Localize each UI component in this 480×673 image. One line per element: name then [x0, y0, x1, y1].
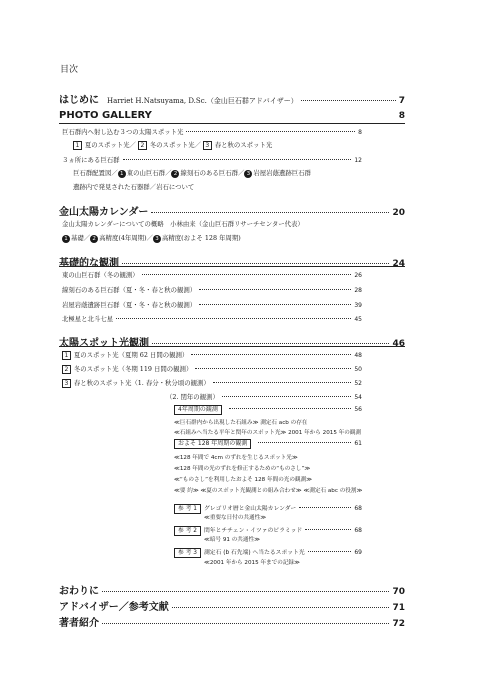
intro-label: はじめに — [59, 95, 99, 106]
toc-calendar-e1: 金山太陽カレンダーについての概略 小林由来（金山巨石群リサーチセンター代表） — [62, 220, 304, 228]
toc-calendar[interactable]: 金山太陽カレンダー 20 — [59, 207, 405, 218]
intro-page: 7 — [398, 96, 405, 106]
toc-basic-item[interactable]: 線刻石のある巨石群（夏・冬・春と秋の観測） 28 — [62, 286, 362, 294]
gallery-label: PHOTO GALLERY — [59, 110, 152, 121]
number-box: 1 — [73, 141, 82, 150]
toc-ref[interactable]: 参 考 2 閏年とチチェン・イツァのピラミッド 68 — [174, 525, 362, 536]
section-box: 4年周期の観測 — [174, 405, 222, 415]
number-box: 1 — [62, 351, 71, 360]
toc-spot-item[interactable]: 2 冬のスポット光（冬期 119 日間の観測） 50 — [62, 364, 362, 374]
number-box: 3 — [62, 379, 71, 388]
toc-spot-item[interactable]: 3 春と秋のスポット光（1. 春分・秋分頃の観測） 52 — [62, 378, 362, 388]
toc-advisors[interactable]: アドバイザー／参考文献 71 — [59, 602, 405, 613]
toc-calendar-e1-sub: 1 基礎／ 2 高精度(4年周期)／ 3 高精度(およそ 128 年周期) — [62, 233, 241, 243]
number-circle: 1 — [62, 235, 70, 243]
note-line: ≪巨石群内から出現した石組み≫ 測定石 acb の存在 — [174, 420, 308, 426]
number-circle: 3 — [244, 170, 252, 178]
toc-authors[interactable]: 著者紹介 72 — [59, 618, 405, 629]
section-rule — [59, 266, 405, 267]
toc-outro[interactable]: おわりに 70 — [59, 586, 405, 597]
toc-gallery-e1[interactable]: 巨石群内へ射し込む３つの太陽スポット光 8 — [62, 128, 362, 136]
toc-gallery[interactable] — [59, 110, 405, 121]
leader-dots — [301, 100, 396, 101]
section-rule — [59, 346, 405, 347]
note-line: ≪重要な日付の共通性≫ — [204, 515, 267, 521]
note-line: ≪暗号 91 の共通性≫ — [204, 537, 260, 543]
toc-gallery-e2[interactable]: ３ヵ所にある巨石群 12 — [62, 156, 362, 164]
number-box: 3 — [203, 141, 212, 150]
number-circle: 1 — [118, 170, 126, 178]
toc-spot-leap[interactable]: （2. 閏年の観測） 54 — [166, 393, 362, 401]
note-line: ≪“ものさし”を利用したおよそ 128 年間の光の観測≫ — [174, 477, 313, 483]
reference-tag: 参 考 2 — [174, 526, 201, 536]
gallery-page: 8 — [398, 111, 405, 121]
toc-basic-item[interactable]: 岩屋岩蔭遺跡巨石群（夏・冬・春と秋の観測） 39 — [62, 301, 362, 309]
note-line: ≪要 約≫ ≪夏のスポット光観測との組み合わせ≫ ≪測定石 abc の役割≫ — [174, 488, 363, 494]
toc-ref[interactable]: 参 考 1 グレゴリオ暦と金山太陽カレンダー 68 — [174, 503, 362, 514]
number-box: 2 — [138, 141, 147, 150]
section-box: およそ 128 年周期の観測 — [174, 439, 251, 449]
toc-spot-cycle128[interactable]: およそ 128 年周期の観測 61 — [174, 439, 362, 449]
reference-tag: 参 考 3 — [174, 548, 201, 558]
toc-spot-cycle4[interactable]: 4年周期の観測 56 — [174, 405, 362, 415]
toc-ref[interactable]: 参 考 3 測定石 (b 石先端) へ当たるスポット光 69 — [174, 547, 362, 558]
page-title: 目次 — [60, 65, 79, 75]
number-box: 2 — [62, 365, 71, 374]
toc-basic[interactable]: 基礎的な観測 24 — [59, 258, 405, 269]
number-circle: 3 — [153, 235, 161, 243]
intro-author: Harriet H.Natsuyama, D.Sc.（金山巨石群アドバイザー） — [107, 97, 298, 105]
note-line: ≪128 年間の光のずれを修正するための“ものさし”≫ — [174, 466, 311, 472]
toc-spot[interactable]: 太陽スポット光観測 46 — [59, 338, 405, 349]
reference-tag: 参 考 1 — [174, 504, 201, 514]
number-circle: 2 — [90, 235, 98, 243]
section-rule — [59, 123, 405, 124]
toc-basic-item[interactable]: 北極星と北斗七星 45 — [62, 315, 362, 323]
toc-gallery-e1-sub: 1 夏のスポット光／ 2 冬のスポット光／ 3 春と秋のスポット光 — [73, 140, 272, 150]
note-line: ≪128 年間で 4cm のずれを生じるスポット光≫ — [174, 455, 298, 461]
toc-intro[interactable] — [59, 91, 405, 106]
number-circle: 2 — [171, 170, 179, 178]
toc-basic-item[interactable]: 東の山巨石群（冬の観測） 26 — [62, 271, 362, 279]
toc-gallery-e2-sub1: 巨石群配置図／ 1 東の山巨石群／ 2 線刻石のある巨石群／ 3 岩屋岩蔭遺跡巨石群 — [73, 169, 311, 177]
note-line: ≪2001 年から 2015 年までの記録≫ — [204, 560, 300, 566]
toc-spot-item[interactable]: 1 夏のスポット光（夏期 62 日間の観測） 48 — [62, 350, 362, 360]
note-line: ≪石組みへ当たる平年と閏年のスポット光≫ 2001 年から 2015 年の観測 — [174, 430, 362, 436]
toc-gallery-e2-sub2: 遺跡内で発見された石器群／岩石について — [73, 183, 195, 191]
